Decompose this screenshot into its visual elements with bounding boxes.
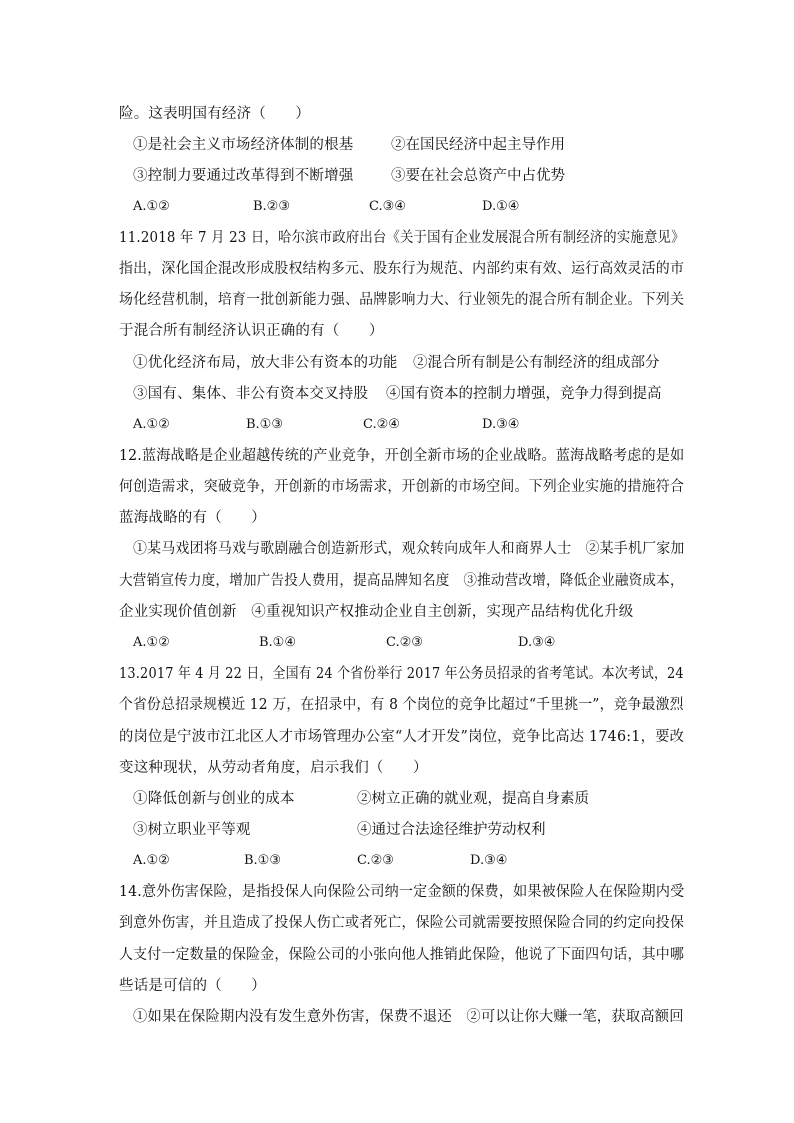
q13-stem-line-4: 变这种现状，从劳动者角度，启示我们（ ） <box>119 760 428 776</box>
q11-stem-line-3: 场化经营机制，培育一批创新能力强、品牌影响力大、行业领先的混合所有制企业。下列关 <box>119 292 685 308</box>
q13-stem-line-3: 的岗位是宁波市江北区人才市场管理办公室“人才开发”岗位，竞争比高达 1746:1，要改 <box>119 729 685 745</box>
q14-stem-line-1: 14.意外伤害保险，是指投保人向保险公司纳一定金额的保费，如果被保险人在保险期内受 <box>119 884 685 900</box>
q12-stem-line-1: 12.蓝海战略是企业超越传统的产业竞争，开创全新市场的企业战略。蓝海战略考虑的是如 <box>119 448 685 464</box>
q12-option-a: A.①② <box>133 635 170 650</box>
q12-items-line-2: 大营销宣传力度，增加广告投人费用，提高品牌知名度 ③推动营改增，降低企业融资成本， <box>119 573 684 589</box>
q10-item-4: ③要在社会总资产中占优势 <box>391 168 565 184</box>
q10-option-b: B.②③ <box>253 199 290 214</box>
q11-option-c: C.②④ <box>363 417 400 432</box>
q14-stem-line-4: 些话是可信的（ ） <box>119 978 266 994</box>
q11-item-3: ③国有、集体、非公有资本交叉持股 <box>133 386 369 402</box>
q11-option-b: B.①③ <box>246 417 283 432</box>
q12-option-c: C.②③ <box>386 635 423 650</box>
q11-option-a: A.①② <box>133 417 170 432</box>
q10-option-c: C.③④ <box>369 199 406 214</box>
q13-item-3: ③树立职业平等观 <box>133 822 251 838</box>
q12-stem-line-2: 何创造需求，突破竞争，开创新的市场需求，开创新的市场空间。下列企业实施的措施符合 <box>119 479 685 495</box>
q13-item-4: ④通过合法途径维护劳动权利 <box>357 822 546 838</box>
q10-stem-tail: 险。这表明国有经济（ ） <box>119 106 311 122</box>
q13-stem-line-2: 个省份总招录规模近 12 万，在招录中，有 8 个岗位的竞争比超过“千里挑一”，竞争最激烈 <box>119 697 684 713</box>
q10-item-1: ①是社会主义市场经济体制的根基 <box>133 137 354 153</box>
q10-item-3: ③控制力要通过改革得到不断增强 <box>133 168 354 184</box>
q11-stem-line-4: 于混合所有制经济认识正确的有（ ） <box>119 323 384 339</box>
q12-items-line-1: ①某马戏团将马戏与歌剧融合创造新形式，观众转向成年人和商界人士 ②某手机厂家加 <box>133 541 685 557</box>
q10-item-2: ②在国民经济中起主导作用 <box>391 137 565 153</box>
q11-item-1: ①优化经济布局，放大非公有资本的功能 <box>133 355 398 371</box>
q12-option-d: D.③④ <box>518 635 556 650</box>
q12-items-line-3: 企业实现价值创新 ④重视知识产权推动企业自主创新，实现产品结构优化升级 <box>119 604 634 620</box>
q12-option-b: B.①④ <box>259 635 296 650</box>
q13-option-a: A.①② <box>133 853 170 868</box>
q10-option-d: D.①④ <box>482 199 520 214</box>
q11-stem-line-1: 11.2018 年 7 月 23 日，哈尔滨市政府出台《关于国有企业发展混合所有制经济的实施意见》 <box>119 230 685 246</box>
q13-option-b: B.①③ <box>244 853 281 868</box>
q14-items-line-1: ①如果在保险期内没有发生意外伤害，保费不退还 ②可以让你大赚一笔，获取高额回 <box>133 1009 684 1025</box>
q13-option-d: D.③④ <box>470 853 508 868</box>
q13-item-1: ①降低创新与创业的成本 <box>133 791 295 807</box>
q11-item-2: ②混合所有制是公有制经济的组成部分 <box>413 355 660 371</box>
q10-option-a: A.①② <box>133 199 170 214</box>
q11-option-d: D.③④ <box>482 417 520 432</box>
q13-stem-line-1: 13.2017 年 4 月 22 日，全国有 24 个省份举行 2017 年公务员招录的省考笔试。本次考试，24 <box>119 666 684 682</box>
q13-option-c: C.②③ <box>357 853 394 868</box>
q11-stem-line-2: 指出，深化国企混改形成股权结构多元、股东行为规范、内部约束有效、运行高效灵活的市 <box>119 261 685 277</box>
q12-stem-line-3: 蓝海战略的有（ ） <box>119 510 266 526</box>
q14-stem-line-2: 到意外伤害，并且造成了投保人伤亡或者死亡，保险公司就需要按照保险合同的约定向投保 <box>119 915 685 931</box>
q13-item-2: ②树立正确的就业观，提高自身素质 <box>357 791 589 807</box>
q14-stem-line-3: 人支付一定数量的保险金，保险公司的小张向他人推销此保险，他说了下面四句话，其中哪 <box>119 947 685 963</box>
q11-item-4: ④国有资本的控制力增强，竞争力得到提高 <box>386 386 662 402</box>
